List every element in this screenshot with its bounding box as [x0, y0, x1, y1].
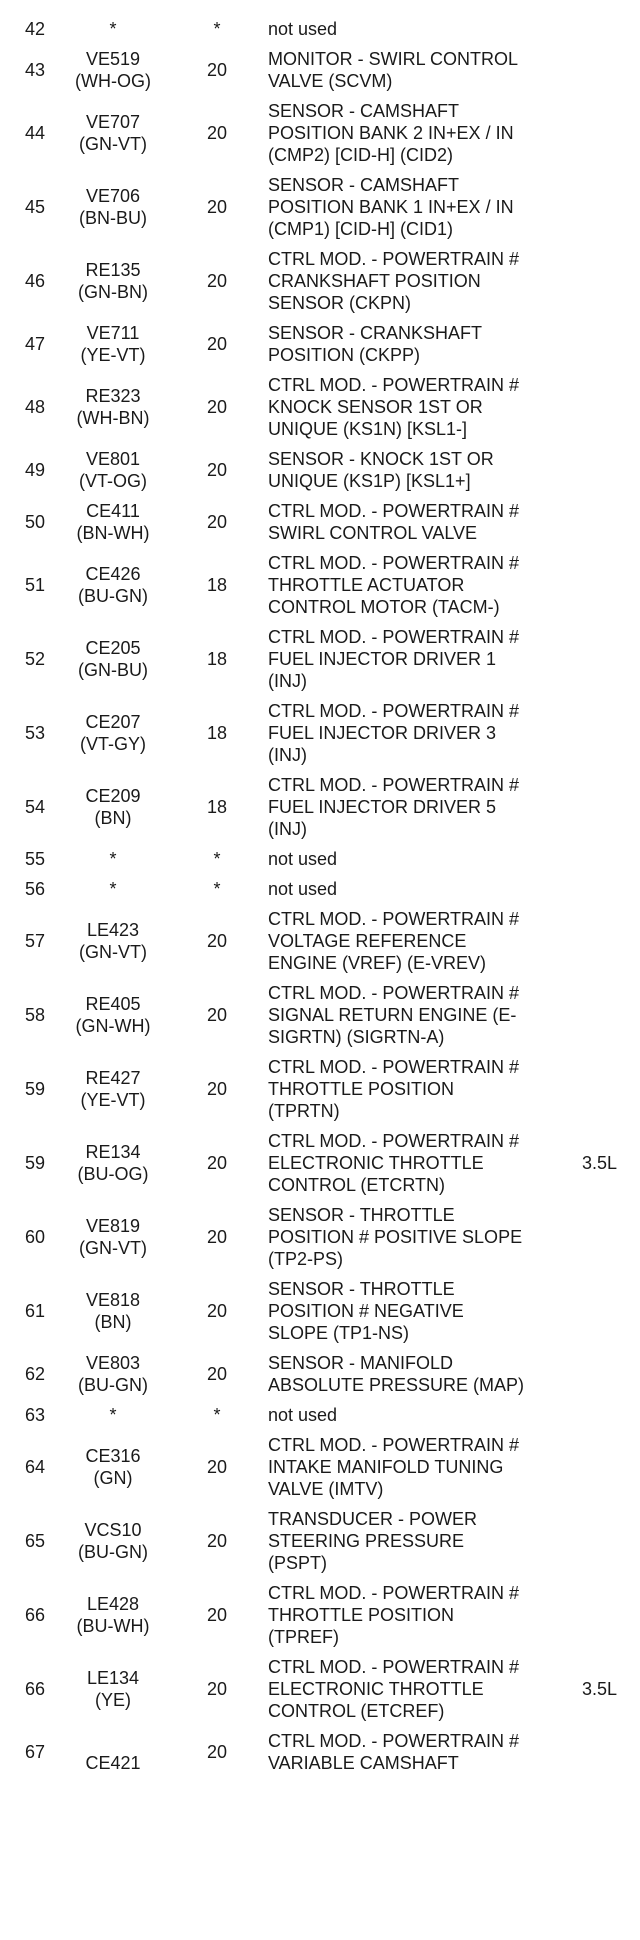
circuit-description: MONITOR - SWIRL CONTROL VALVE (SCVM) [268, 49, 519, 91]
table-row [0, 1348, 640, 1400]
wire-gauge: 18 [206, 723, 228, 743]
wire-gauge: * [213, 849, 221, 869]
wire-gauge: 20 [206, 1742, 228, 1762]
wire-gauge: 18 [206, 575, 228, 595]
wire-gauge: * [213, 1405, 221, 1425]
table-row [0, 978, 640, 1052]
circuit-id: VE519 (WH-OG) [75, 49, 151, 91]
wire-gauge: 20 [206, 397, 228, 417]
circuit-id: VE819 (GN-VT) [79, 1216, 147, 1258]
circuit-id: CE316 (GN) [85, 1446, 141, 1488]
pin-number: 56 [24, 879, 46, 899]
circuit-id: RE134 (BU-OG) [77, 1142, 149, 1184]
table-row [0, 548, 640, 622]
wire-gauge: 20 [206, 1364, 228, 1384]
wire-gauge: 20 [206, 1531, 228, 1551]
circuit-description: CTRL MOD. - POWERTRAIN # KNOCK SENSOR 1ST OR UNIQUE (KS1N) [KSL1-] [268, 375, 520, 439]
table-row [0, 496, 640, 548]
circuit-id: VE818 (BN) [85, 1290, 141, 1332]
pin-number: 62 [24, 1364, 46, 1384]
pin-number: 66 [24, 1679, 46, 1699]
pin-number: 59 [24, 1079, 46, 1099]
wire-gauge: 18 [206, 797, 228, 817]
table-row [0, 622, 640, 696]
circuit-description: not used [268, 849, 338, 869]
circuit-description: CTRL MOD. - POWERTRAIN # ELECTRONIC THROTTLE CONTROL (ETCREF) [268, 1657, 520, 1721]
table-row [0, 370, 640, 444]
table-row [0, 874, 640, 904]
wire-gauge: * [213, 879, 221, 899]
pin-number: 63 [24, 1405, 46, 1425]
pin-number: 49 [24, 460, 46, 480]
table-row [0, 244, 640, 318]
circuit-id: LE423 (GN-VT) [79, 920, 147, 962]
circuit-description: TRANSDUCER - POWER STEERING PRESSURE (PSPT) [268, 1509, 478, 1573]
pin-number: 61 [24, 1301, 46, 1321]
circuit-id: RE427 (YE-VT) [80, 1068, 146, 1110]
circuit-id: CE421 [85, 1753, 141, 1773]
table-row [0, 318, 640, 370]
wire-gauge: 20 [206, 512, 228, 532]
table-row [0, 904, 640, 978]
pin-number: 45 [24, 197, 46, 217]
table-row [0, 1504, 640, 1578]
table-row [0, 1652, 640, 1726]
wire-gauge: 20 [206, 123, 228, 143]
pin-number: 64 [24, 1457, 46, 1477]
circuit-description: CTRL MOD. - POWERTRAIN # THROTTLE POSITION (TPREF) [268, 1583, 520, 1647]
table-row [0, 170, 640, 244]
table-row [0, 44, 640, 96]
circuit-description: CTRL MOD. - POWERTRAIN # CRANKSHAFT POSITION SENSOR (CKPN) [268, 249, 520, 313]
wire-gauge: 20 [206, 1301, 228, 1321]
pin-number: 67 [24, 1742, 46, 1762]
table-row [0, 1430, 640, 1504]
circuit-description: CTRL MOD. - POWERTRAIN # VARIABLE CAMSHAFT [268, 1731, 520, 1773]
wire-gauge: 20 [206, 1079, 228, 1099]
table-row [0, 14, 640, 44]
circuit-description: CTRL MOD. - POWERTRAIN # ELECTRONIC THROTTLE CONTROL (ETCRTN) [268, 1131, 520, 1195]
pin-number: 44 [24, 123, 46, 143]
circuit-description: SENSOR - MANIFOLD ABSOLUTE PRESSURE (MAP) [268, 1353, 525, 1395]
table-row [0, 1726, 640, 1778]
wire-gauge: 20 [206, 197, 228, 217]
pin-number: 48 [24, 397, 46, 417]
pin-number: 46 [24, 271, 46, 291]
wire-gauge: 20 [206, 1227, 228, 1247]
circuit-description: SENSOR - KNOCK 1ST OR UNIQUE (KS1P) [KSL1+] [268, 449, 494, 491]
wire-gauge: 20 [206, 1153, 228, 1173]
circuit-id: VE803 (BU-GN) [78, 1353, 148, 1395]
circuit-id: * [109, 19, 117, 39]
circuit-description: SENSOR - CAMSHAFT POSITION BANK 2 IN+EX / IN (CMP2) [CID-H] (CID2) [268, 101, 514, 165]
connector-pinout-table [0, 14, 640, 1778]
circuit-description: CTRL MOD. - POWERTRAIN # FUEL INJECTOR DRIVER 1 (INJ) [268, 627, 520, 691]
table-row [0, 444, 640, 496]
pin-number: 43 [24, 60, 46, 80]
table-row [0, 696, 640, 770]
table-row [0, 770, 640, 844]
circuit-description: SENSOR - THROTTLE POSITION # NEGATIVE SLOPE (TP1-NS) [268, 1279, 464, 1343]
circuit-description: CTRL MOD. - POWERTRAIN # FUEL INJECTOR DRIVER 5 (INJ) [268, 775, 520, 839]
circuit-id: RE323 (WH-BN) [76, 386, 150, 428]
circuit-description: not used [268, 19, 338, 39]
circuit-id: CE207 (VT-GY) [80, 712, 146, 754]
pin-number: 47 [24, 334, 46, 354]
wire-gauge: 20 [206, 460, 228, 480]
table-row [0, 1200, 640, 1274]
wire-gauge: 20 [206, 1679, 228, 1699]
circuit-id: CE426 (BU-GN) [78, 564, 148, 606]
circuit-id: CE209 (BN) [85, 786, 141, 828]
circuit-description: CTRL MOD. - POWERTRAIN # INTAKE MANIFOLD TUNING VALVE (IMTV) [268, 1435, 520, 1499]
circuit-description: not used [268, 879, 338, 899]
wire-gauge: 20 [206, 334, 228, 354]
wire-gauge: 20 [206, 1005, 228, 1025]
circuit-id: VE711 (YE-VT) [80, 323, 146, 365]
table-row [0, 96, 640, 170]
pin-number: 52 [24, 649, 46, 669]
circuit-id: CE411 (BN-WH) [76, 501, 150, 543]
pin-number: 60 [24, 1227, 46, 1247]
circuit-description: SENSOR - CRANKSHAFT POSITION (CKPP) [268, 323, 483, 365]
circuit-description: CTRL MOD. - POWERTRAIN # SIGNAL RETURN ENGINE (E- SIGRTN) (SIGRTN-A) [268, 983, 520, 1047]
circuit-description: not used [268, 1405, 338, 1425]
circuit-id: CE205 (GN-BU) [78, 638, 148, 680]
circuit-id: VE706 (BN-BU) [79, 186, 147, 228]
pin-number: 65 [24, 1531, 46, 1551]
circuit-description: CTRL MOD. - POWERTRAIN # THROTTLE POSITION (TPRTN) [268, 1057, 520, 1121]
engine-note: 3.5L [582, 1679, 618, 1699]
pin-number: 54 [24, 797, 46, 817]
table-row [0, 1578, 640, 1652]
pin-number: 58 [24, 1005, 46, 1025]
circuit-id: RE135 (GN-BN) [78, 260, 148, 302]
circuit-description: CTRL MOD. - POWERTRAIN # VOLTAGE REFERENCE ENGINE (VREF) (E-VREV) [268, 909, 520, 973]
wire-gauge: 20 [206, 1605, 228, 1625]
pin-number: 42 [24, 19, 46, 39]
circuit-description: CTRL MOD. - POWERTRAIN # FUEL INJECTOR DRIVER 3 (INJ) [268, 701, 520, 765]
wire-gauge: 20 [206, 60, 228, 80]
pin-number: 55 [24, 849, 46, 869]
wire-gauge: 20 [206, 271, 228, 291]
wire-gauge: * [213, 19, 221, 39]
circuit-id: LE428 (BU-WH) [76, 1594, 150, 1636]
pin-number: 57 [24, 931, 46, 951]
circuit-description: CTRL MOD. - POWERTRAIN # SWIRL CONTROL VALVE [268, 501, 520, 543]
pin-number: 59 [24, 1153, 46, 1173]
circuit-id: VE801 (VT-OG) [79, 449, 147, 491]
table-row [0, 1274, 640, 1348]
circuit-id: VCS10 (BU-GN) [78, 1520, 148, 1562]
wire-gauge: 20 [206, 931, 228, 951]
pin-number: 51 [24, 575, 46, 595]
table-row [0, 1126, 640, 1200]
table-row [0, 1400, 640, 1430]
circuit-id: LE134 (YE) [86, 1668, 140, 1710]
wire-gauge: 20 [206, 1457, 228, 1477]
pin-number: 50 [24, 512, 46, 532]
pin-number: 66 [24, 1605, 46, 1625]
pin-number: 53 [24, 723, 46, 743]
circuit-id: * [109, 849, 117, 869]
circuit-description: SENSOR - THROTTLE POSITION # POSITIVE SLOPE (TP2-PS) [268, 1205, 523, 1269]
circuit-id: * [109, 879, 117, 899]
circuit-id: VE707 (GN-VT) [79, 112, 147, 154]
table-row [0, 844, 640, 874]
wire-gauge: 18 [206, 649, 228, 669]
engine-note: 3.5L [582, 1153, 618, 1173]
circuit-description: CTRL MOD. - POWERTRAIN # THROTTLE ACTUATOR CONTROL MOTOR (TACM-) [268, 553, 520, 617]
circuit-id: RE405 (GN-WH) [75, 994, 151, 1036]
circuit-description: SENSOR - CAMSHAFT POSITION BANK 1 IN+EX / IN (CMP1) [CID-H] (CID1) [268, 175, 514, 239]
circuit-id: * [109, 1405, 117, 1425]
table-row [0, 1052, 640, 1126]
